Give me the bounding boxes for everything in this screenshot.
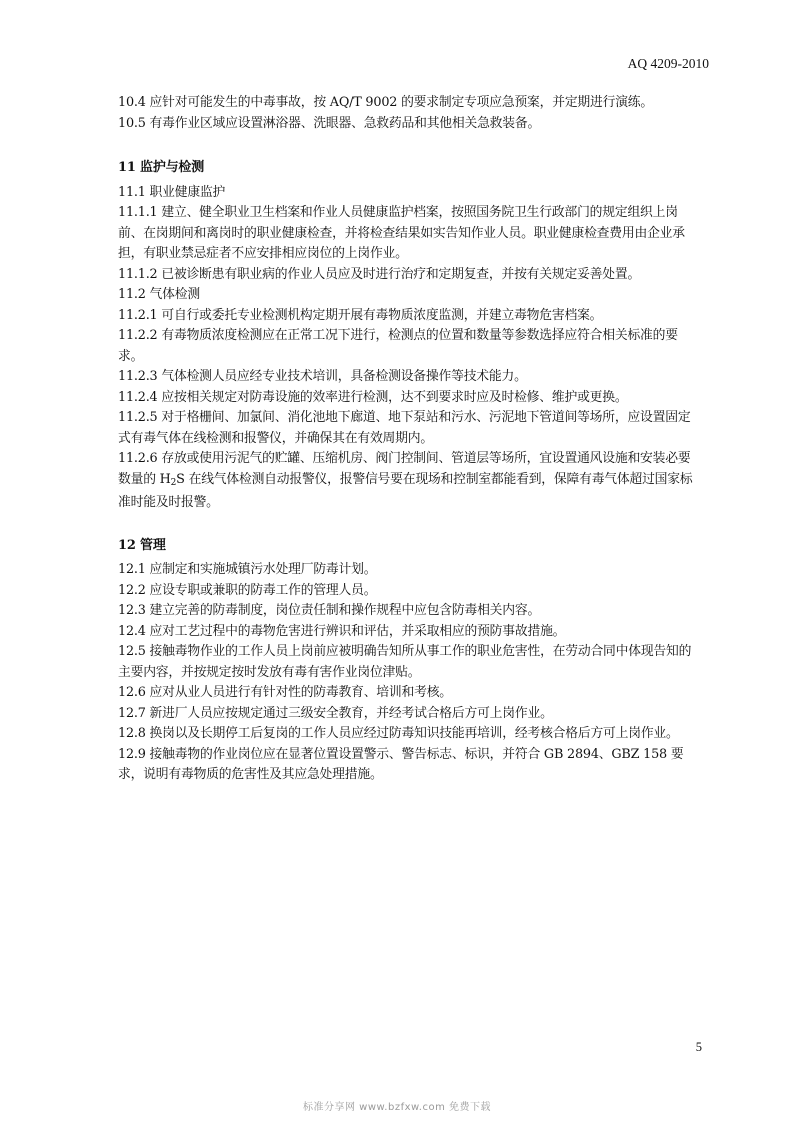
section-heading-11: 11 监护与检测	[118, 160, 205, 175]
clause-11-1-1: 11.1.1 建立、健全职业卫生档案和作业人员健康监护档案，按照国务院卫生行政部门的规定组织上岗前、在岗期间和离岗时的职业健康检查，并将检查结果如实告知作业人员。职业健康检查费用由企业承担，有职业禁忌症者不应安排相应岗位的上岗作业。	[118, 205, 685, 261]
h2s-subscript: 2	[170, 477, 177, 488]
clause-11-1: 11.1 职业健康监护	[118, 184, 226, 200]
clause-11-1-2: 11.1.2 已被诊断患有职业病的作业人员应及时进行治疗和定期复查，并按有关规定妥善处置。	[118, 266, 641, 282]
clause-12-6: 12.6 应对从业人员进行有针对性的防毒教育、培训和考核。	[118, 685, 452, 700]
clause-12-7: 12.7 新进厂人员应按规定通过三级安全教育，并经考试合格后方可上岗作业。	[118, 705, 553, 721]
clause-12-4: 12.4 应对工艺过程中的毒物危害进行辨识和评估，并采取相应的预防事故措施。	[118, 623, 566, 639]
document-body	[118, 93, 696, 786]
clause-11-2-4: 11.2.4 应按相关规定对防毒设施的效率进行检测，达不到要求时应及时检修、维护或更换。	[118, 389, 628, 405]
clause-10-5: 10.5 有毒作业区域应设置淋浴器、洗眼器、急救药品和其他相关急救装备。	[118, 115, 541, 131]
clause-11-2-6-part-a: 11.2.6 存放或使用污泥气的贮罐、压缩机房、阀门控制间、管道层等场所，宜设置通风设施和安装必要数量的 H	[118, 451, 691, 487]
section-heading-12: 12 管理	[118, 537, 166, 553]
clause-12-9: 12.9 接触毒物的作业岗位应在显著位置设置警示、警告标志、标识，并符合 GB 2894、GBZ 158 要求，说明有毒物质的危害性及其应急处理措施。	[118, 746, 684, 782]
clause-11-2-1: 11.2.1 可自行或委托专业检测机构定期开展有毒物质浓度监测，并建立毒物危害档案。	[118, 307, 603, 323]
page-header-standard-code: AQ 4209-2010	[627, 56, 709, 71]
page-number: 5	[695, 1040, 702, 1054]
footer-watermark: 标准分享网 www.bzfxw.com 免费下载	[303, 1102, 491, 1113]
clause-11-2-6-part-b: S 在线气体检测自动报警仪，报警信号要在现场和控制室都能看到，保障有毒气体超过国家标准时能及时报警。	[118, 471, 693, 510]
clause-12-8: 12.8 换岗以及长期停工后复岗的工作人员应经过防毒知识技能再培训，经考核合格后方可上岗作业。	[118, 726, 679, 741]
clause-10-4: 10.4 应针对可能发生的中毒事故，按 AQ/T 9002 的要求制定专项应急预案，并定期进行演练。	[118, 95, 654, 110]
clause-11-2: 11.2 气体检测	[118, 287, 200, 302]
clause-12-1: 12.1 应制定和实施城镇污水处理厂防毒计划。	[118, 562, 377, 577]
clause-12-3: 12.3 建立完善的防毒制度，岗位责任制和操作规程中应包含防毒相关内容。	[118, 603, 541, 618]
clause-11-2-6	[118, 449, 696, 514]
clause-12-2: 12.2 应设专职或兼职的防毒工作的管理人员。	[118, 582, 377, 598]
clause-11-2-5: 11.2.5 对于格栅间、加氯间、消化池地下廊道、地下泵站和污水、污泥地下管道间等场所，应设置固定式有毒气体在线检测和报警仪，并确保其在有效周期内。	[118, 410, 691, 446]
clause-11-2-3: 11.2.3 气体检测人员应经专业技术培训，具备检测设备操作等技术能力。	[118, 369, 527, 384]
clause-11-2-2: 11.2.2 有毒物质浓度检测应在正常工况下进行，检测点的位置和数量等参数选择应符合相关标准的要求。	[118, 328, 678, 364]
clause-12-5: 12.5 接触毒物作业的工作人员上岗前应被明确告知所从事工作的职业危害性，在劳动合同中体现告知的主要内容，并按规定按时发放有毒有害作业岗位津贴。	[118, 644, 692, 680]
